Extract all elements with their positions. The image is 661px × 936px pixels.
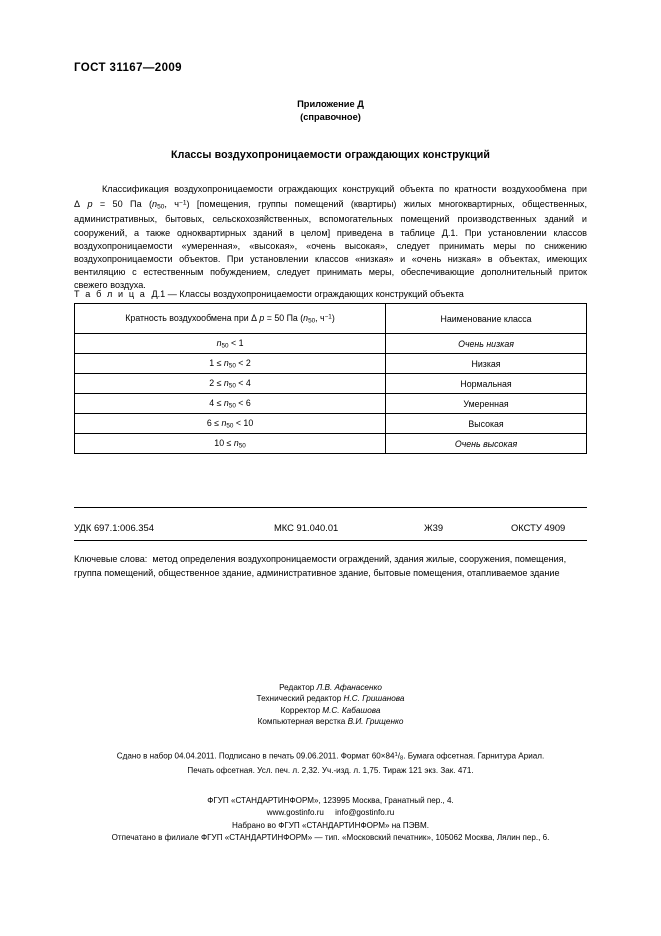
credit-name: Л.В. Афанасенко [316, 683, 382, 692]
range-n-var: n [223, 397, 229, 408]
col-a-p-var: p [259, 312, 265, 323]
col-a-unit-exp: −1 [324, 313, 332, 321]
publisher-email[interactable]: info@gostinfo.ru [335, 808, 395, 818]
range-suffix: < 1 [228, 337, 244, 348]
divider-above-codes [74, 507, 587, 508]
range-prefix: 2 ≤ [209, 377, 224, 388]
keywords-block [74, 552, 590, 580]
publisher-block [0, 795, 661, 844]
unit-exponent: −1 [179, 199, 187, 207]
cell-air-change-range [75, 374, 386, 394]
cell-class-name: Нормальная [386, 374, 587, 394]
appendix-label [0, 98, 661, 123]
imprint-fraction-numerator: 1 [394, 752, 398, 758]
col-a-value: = 50 Па ( [264, 312, 304, 323]
range-suffix: < 2 [235, 357, 251, 368]
col-a-close: ) [331, 312, 335, 323]
credit-role: Технический редактор [256, 694, 344, 704]
appendix-kind: (справочное) [300, 111, 361, 122]
table-caption [74, 289, 464, 299]
publisher-website[interactable]: www.gostinfo.ru [266, 808, 324, 818]
table-header-row [75, 304, 587, 334]
table-body [75, 334, 587, 454]
range-n-sub: 50 [228, 362, 236, 370]
credit-line [0, 716, 661, 727]
publisher-typeset-note: Набрано во ФГУП «СТАНДАРТИНФОРМ» на ПЭВМ. [232, 820, 429, 830]
credit-name: В.И. Грищенко [347, 717, 404, 727]
range-n-sub: 50 [221, 342, 229, 350]
table-caption-text: — Классы воздухопроницаемости ограждающих конструкций объекта [167, 289, 464, 299]
pressure-variable: p [87, 198, 93, 209]
divider-below-codes [74, 540, 587, 541]
range-suffix: < 6 [235, 397, 251, 408]
cell-air-change-range [75, 434, 386, 454]
range-n-sub: 50 [228, 382, 236, 390]
col-a-n-var: n [303, 312, 309, 323]
imprint-line-1a: Сдано в набор 04.04.2011. Подписано в печать 09.06.2011. Формат 60×84 [116, 751, 395, 761]
body-paragraph [74, 183, 587, 292]
imprint-line-1b: . Бумага офсетная. Гарнитура Ариал. [403, 751, 545, 761]
mks-code: МКС 91.040.01 [274, 522, 339, 533]
air-change-variable: n [152, 198, 158, 209]
table-row [75, 414, 587, 434]
table-head [75, 304, 587, 334]
range-n-sub: 50 [226, 422, 234, 430]
imprint-block [0, 749, 661, 778]
range-n-var: n [223, 377, 229, 388]
publisher-contacts [0, 807, 661, 819]
credit-role: Компьютерная верстка [257, 717, 348, 727]
table-d1 [74, 303, 587, 454]
range-suffix: < 10 [233, 417, 254, 428]
page-title: Классы воздухопроницаемости ограждающих конструкций [171, 149, 490, 161]
range-prefix: 4 ≤ [209, 397, 224, 408]
range-prefix: 10 ≤ [214, 437, 234, 448]
cell-air-change-range [75, 334, 386, 354]
okstu-code: ОКСТУ 4909 [511, 522, 566, 533]
cell-air-change-range [75, 354, 386, 374]
publisher-address: ФГУП «СТАНДАРТИНФОРМ», 123995 Москва, Гранатный пер., 4. [207, 796, 454, 805]
cell-class-name: Высокая [386, 414, 587, 434]
col-a-prefix: Кратность воздухообмена при [125, 312, 252, 323]
credit-name: М.С. Кабашова [322, 705, 381, 715]
category-code: Ж39 [424, 522, 444, 533]
credit-role: Корректор [280, 705, 323, 715]
credit-role: Редактор [279, 683, 317, 692]
credit-name: Н.С. Гришанова [343, 694, 405, 704]
delta-p-expression [74, 199, 187, 209]
publisher-print-note: Отпечатано в филиале ФГУП «СТАНДАРТИНФОРМ» — тип. «Московский печатник», 105062 Москва, Лялин пер., 6. [111, 832, 550, 842]
paragraph-segment-1: Классификация воздухопроницаемости ограждающих конструкций объекта по кратности воздухообмена при [102, 184, 587, 195]
udk-code: УДК 697.1:006.354 [74, 522, 154, 533]
cell-class-name: Умеренная [386, 394, 587, 414]
table-caption-number: Д.1 [151, 289, 166, 299]
imprint-line-2: Печать офсетная. Усл. печ. л. 2,32. Уч.-изд. л. 1,75. Тираж 121 экз. Зак. 471. [187, 766, 474, 776]
col-a-delta: Δ [251, 312, 257, 323]
table-row [75, 354, 587, 374]
cell-class-name: Очень высокая [386, 434, 587, 454]
range-prefix: 1 ≤ [209, 357, 224, 368]
range-n-sub: 50 [238, 442, 246, 450]
range-n-var: n [223, 357, 229, 368]
table-caption-label: Т а б л и ц а [74, 289, 147, 299]
col-a-unit: , ч [315, 312, 325, 323]
credit-line [0, 693, 661, 704]
col-a-n-sub: 50 [308, 317, 316, 325]
credit-line [0, 705, 661, 716]
cell-air-change-range [75, 414, 386, 434]
range-n-var: n [216, 337, 222, 348]
range-prefix: 6 ≤ [206, 417, 222, 428]
imprint-line-1: Сдано в набор 04.04.2011. Подписано в печать 09.06.2011. Формат $60\times 84^1/_8$. Бумага офсетная. Гарнитура Ариал. [116, 751, 545, 762]
range-n-var: n [233, 437, 239, 448]
paragraph-segment-2: ) [помещения, группы помещений (квартиры) жилых многоквартирных, общественных, административных, бытовых, сельскохозяйственных, вспомогательных помещений производственных зданий и сооружений, а также одноквартирных зданий в целом] приведена в таблице Д.1. При установлении классов воздухопроницаемости «умеренная», «высокая», «очень высокая», следует принимать меры по снижению воздухопроницаемости объектов. При установлении классов «низкая» и «очень низкая» в объектах, имеющих вентиляцию с естественным побуждением, следует принимать меры, обеспечивающие дополнительный приток свежего воздуха. [74, 198, 587, 290]
range-n-var: n [221, 417, 227, 428]
appendix-title: Приложение Д [297, 99, 364, 109]
air-change-subscript: 50 [157, 203, 165, 211]
cell-class-name: Очень низкая [386, 334, 587, 354]
table-row [75, 434, 587, 454]
cell-class-name: Низкая [386, 354, 587, 374]
range-n-sub: 50 [228, 402, 236, 410]
table-row [75, 394, 587, 414]
credit-line [0, 682, 661, 693]
table-row [75, 334, 587, 354]
pressure-value: = 50 Па ( [92, 198, 153, 209]
table-row [75, 374, 587, 394]
editorial-credits [0, 682, 661, 728]
unit-separator: , ч [164, 198, 180, 209]
cell-air-change-range [75, 394, 386, 414]
column-header-air-change-rate [75, 304, 386, 334]
range-suffix: < 4 [235, 377, 251, 388]
page-running-head: ГОСТ 31167—2009 [74, 62, 182, 74]
keywords-text: метод определения воздухопроницаемости ограждений, здания жилые, сооружения, помещения, группа помещений, общественное здание, административное здание, бытовые помещения, отапливаемое здание [74, 554, 567, 579]
keywords-label: Ключевые слова: [74, 554, 148, 564]
column-header-class-name: Наименование класса [386, 304, 587, 334]
imprint-fraction-denominator: 8 [399, 755, 404, 762]
delta-symbol: Δ [74, 198, 81, 209]
